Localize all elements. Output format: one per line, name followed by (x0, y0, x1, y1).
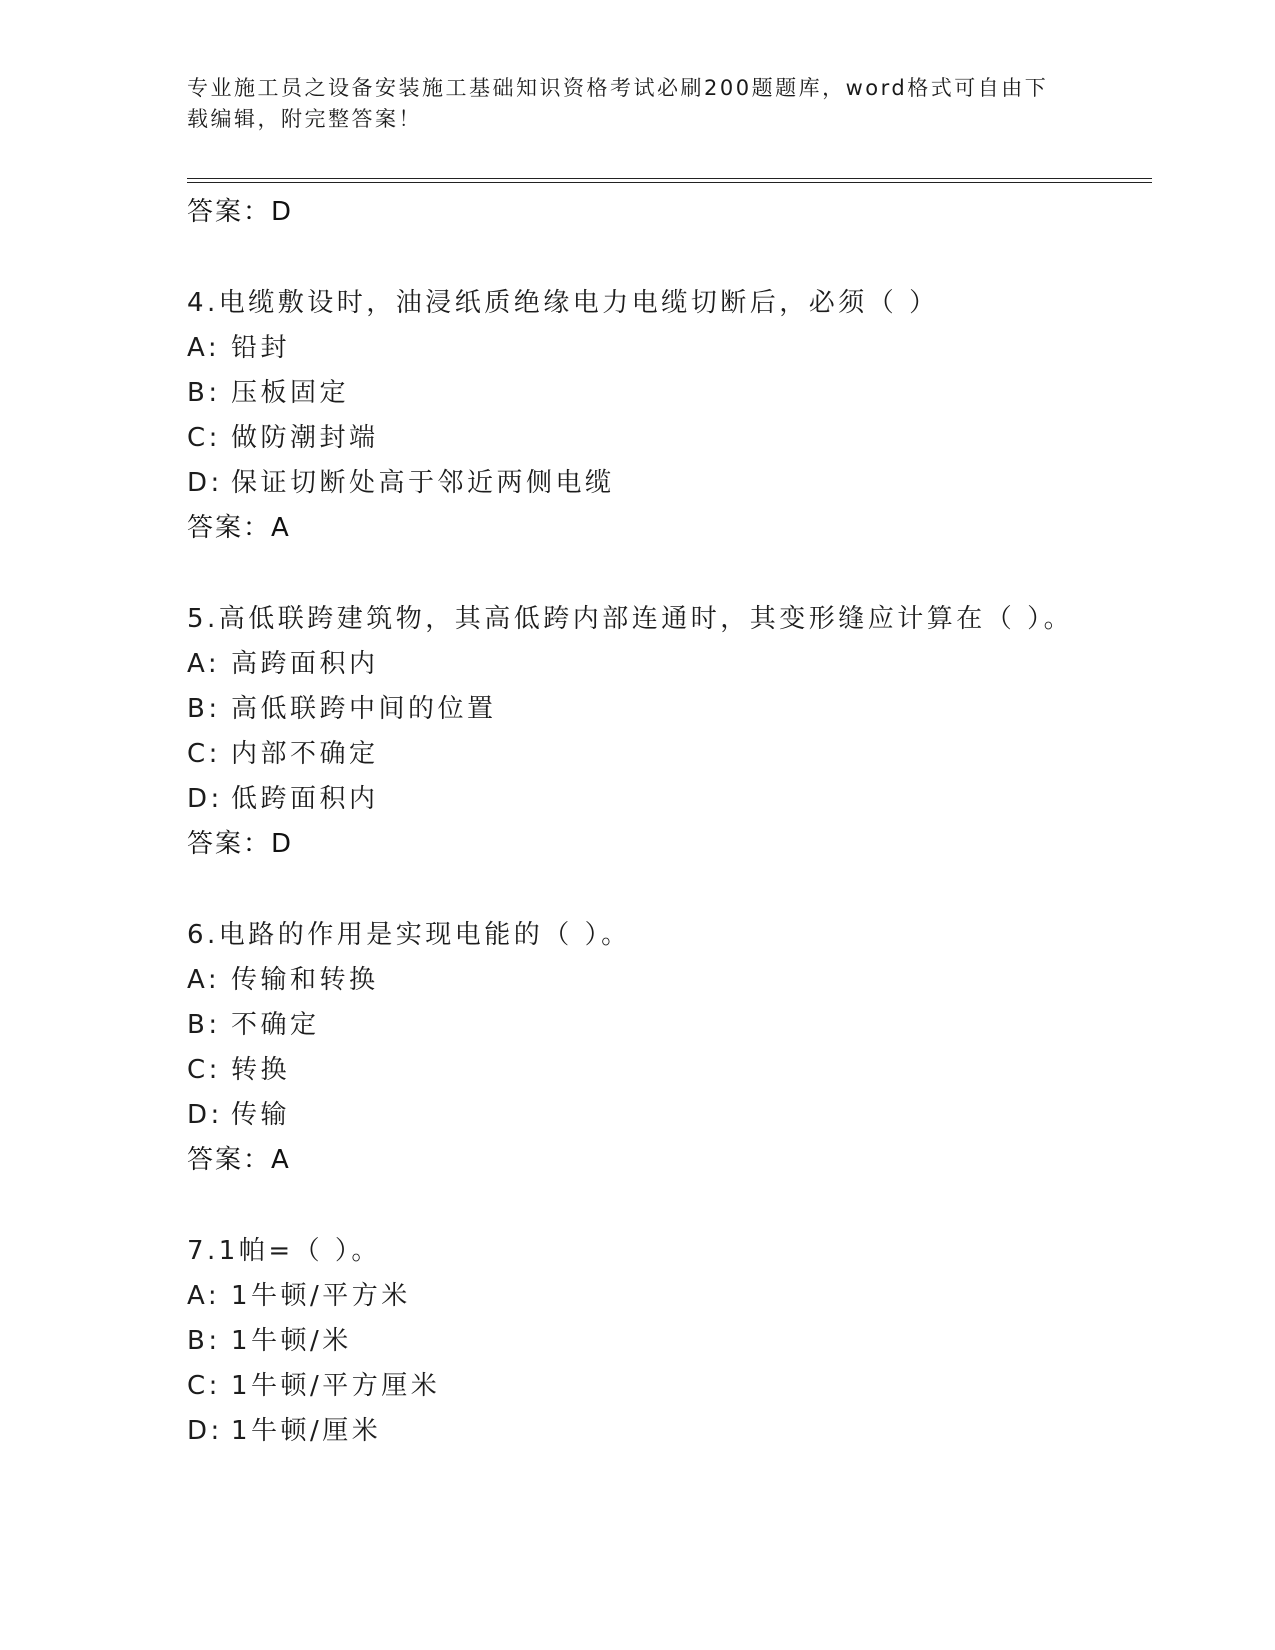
option-key: D: (187, 468, 223, 498)
option-key: D: (187, 784, 223, 814)
option-text: 铅封 (231, 333, 291, 363)
question-stem: 5.高低联跨建筑物，其高低跨内部连通时，其变形缝应计算在（ ）。 (187, 604, 1074, 634)
option-c (187, 416, 1152, 461)
option-b (187, 1319, 1152, 1364)
option-d (187, 1409, 1152, 1454)
option-key: B: (187, 1326, 221, 1356)
option-text: 做防潮封端 (231, 423, 379, 453)
question-stem: 7.1帕=（ ）。 (187, 1236, 381, 1266)
option-key: A: (187, 965, 221, 995)
option-text: 转换 (231, 1055, 291, 1085)
answer-line: 答案：D (187, 197, 294, 227)
question-block (187, 913, 1152, 1183)
option-text: 低跨面积内 (231, 784, 379, 814)
option-a (187, 958, 1152, 1003)
answer-line: 答案：D (187, 829, 294, 859)
option-key: D: (187, 1100, 223, 1130)
option-key: B: (187, 694, 221, 724)
option-a (187, 326, 1152, 371)
option-text: 传输 (231, 1100, 291, 1130)
option-key: A: (187, 649, 221, 679)
option-text: 1牛顿/平方厘米 (231, 1371, 441, 1401)
option-text: 1牛顿/厘米 (231, 1416, 382, 1446)
option-text: 压板固定 (231, 378, 350, 408)
option-a (187, 642, 1152, 687)
question-block (187, 1229, 1152, 1454)
answer-line: 答案：A (187, 1145, 291, 1175)
option-key: A: (187, 1281, 221, 1311)
option-key: C: (187, 1371, 221, 1401)
option-d (187, 461, 1152, 506)
option-b (187, 687, 1152, 732)
option-text: 不确定 (231, 1010, 320, 1040)
option-text: 传输和转换 (231, 965, 379, 995)
option-key: C: (187, 1055, 221, 1085)
option-text: 1牛顿/平方米 (231, 1281, 411, 1311)
option-key: B: (187, 1010, 221, 1040)
option-key: C: (187, 423, 221, 453)
question-block (187, 281, 1152, 551)
option-key: A: (187, 333, 221, 363)
document-content (187, 190, 1152, 1454)
header-divider (187, 178, 1152, 183)
option-key: D: (187, 1416, 223, 1446)
question-stem: 4.电缆敷设时，油浸纸质绝缘电力电缆切断后，必须（ ） (187, 288, 939, 318)
option-c (187, 732, 1152, 777)
question-block (187, 597, 1152, 867)
option-text: 高低联跨中间的位置 (231, 694, 497, 724)
option-text: 内部不确定 (231, 739, 379, 769)
document-header-title: 专业施工员之设备安装施工基础知识资格考试必刷200题题库，word格式可自由下载编辑，附完整答案！ (187, 76, 1049, 131)
option-text: 高跨面积内 (231, 649, 379, 679)
option-key: B: (187, 378, 221, 408)
answer-line: 答案：A (187, 513, 291, 543)
option-text: 1牛顿/米 (231, 1326, 352, 1356)
option-text: 保证切断处高于邻近两侧电缆 (231, 468, 615, 498)
option-key: C: (187, 739, 221, 769)
option-c (187, 1048, 1152, 1093)
option-a (187, 1274, 1152, 1319)
option-d (187, 1093, 1152, 1138)
question-stem: 6.电路的作用是实现电能的（ ）。 (187, 920, 631, 950)
option-b (187, 371, 1152, 416)
option-b (187, 1003, 1152, 1048)
option-c (187, 1364, 1152, 1409)
option-d (187, 777, 1152, 822)
